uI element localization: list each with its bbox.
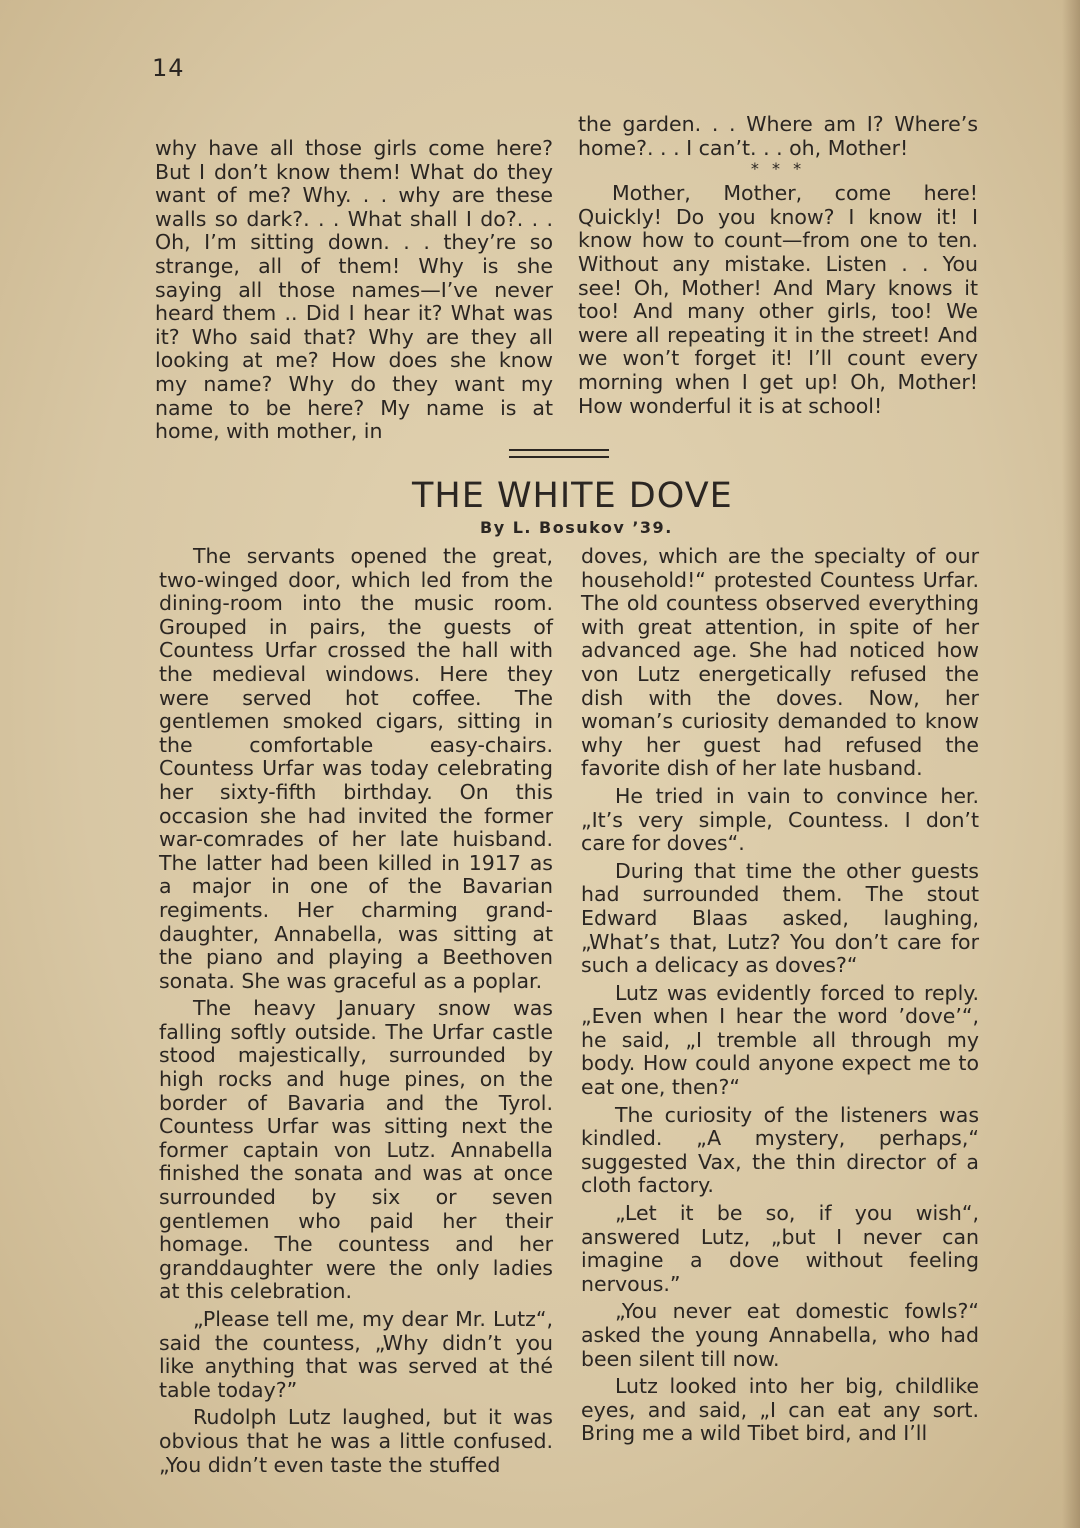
story-byline: By L. Bosukov ’39. — [480, 518, 673, 537]
asterism-separator: * * * — [750, 159, 806, 179]
paragraph: why have all those girls come here? But I don’t know them! What do they want of me? Why. . . why are these walls so dark?. . . What shall I do?. . . Oh, I’m sitting down. . . they’re so strange, all of them! Why is she saying all those names—I’ve never heard them .. Did I hear it? What was it? Who said that? Why are they all looking at me? How does she know my name? Why do they want my name to be here? My name is at home, with mother, in — [155, 136, 553, 444]
paragraph: the garden. . . Where am I? Where’s home?. . . I can’t. . . oh, Mother! — [578, 112, 978, 160]
paragraph: doves, which are the specialty of our household!“ protested Countess Urfar. The old countess observed everything with great attention, in spite of her advanced age. She had noticed how von Lutz energetically refused the dish with the doves. Now, her woman’s curiosity demanded to know why her guest had refused the favorite dish of her late husband. — [581, 544, 979, 781]
paragraph: He tried in vain to convince her. „It’s very simple, Countess. I don’t care for doves“. — [581, 783, 979, 856]
top-left-column — [155, 137, 553, 444]
paragraph: The curiosity of the listeners was kindled. „A mystery, perhaps,“ suggested Vax, the thin director of a cloth factory. — [581, 1102, 979, 1198]
paragraph: The heavy January snow was falling softly outside. The Urfar castle stood majestically, surrounded by high rocks and huge pines, on the border of Bavaria and the Tyrol. Countess Urfar was sitting next the former captain von Lutz. Annabella finished the sonata and was at once surrounded by six or seven gentlemen who paid her their homage. The countess and her granddaughter were the only ladies at this celebration. — [159, 996, 553, 1304]
paragraph: Rudolph Lutz laughed, but it was obvious that he was a little confused. „You didn’t even taste the stuffed — [159, 1405, 553, 1477]
paragraph: Mother, Mother, come here! Quickly! Do you know? I know it! I know how to count—from one to ten. Without any mistake. Listen . . You see! Oh, Mother! And Mary knows it too! And many other girls, too! We were all repeating it in the street! And we won’t forget it! I’ll count every morning when I get up! Oh, Mother! How wonderful it is at school! — [578, 181, 978, 418]
top-right-column — [578, 113, 978, 418]
paragraph: During that time the other guests had surrounded them. The stout Edward Blaas asked, laughing, „What’s that, Lutz? You don’t care for such a delicacy as doves?“ — [581, 858, 979, 978]
story-left-column — [159, 545, 553, 1477]
page-number: 14 — [152, 54, 185, 82]
paragraph: „Please tell me, my dear Mr. Lutz“, said the countess, „Why didn’t you like anything that was served at thé table today?” — [159, 1307, 553, 1402]
section-divider — [509, 449, 609, 458]
story-title: THE WHITE DOVE — [412, 476, 733, 516]
story-right-column — [581, 545, 979, 1446]
page-edge-shadow — [1062, 0, 1080, 1528]
paragraph: Lutz was evidently forced to reply. „Even when I hear the word ’dove’“, he said, „I tremble all through my body. How could anyone expect me to eat one, then?“ — [581, 980, 979, 1100]
paragraph: Lutz looked into her big, childlike eyes, and said, „I can eat any sort. Bring me a wild Tibet bird, and I’ll — [581, 1374, 979, 1446]
paragraph: „You never eat domestic fowls?“ asked the young Annabella, who had been silent till now. — [581, 1299, 979, 1371]
paragraph: The servants opened the great, two-winged door, which led from the dining-room into the music room. Grouped in pairs, the guests of Countess Urfar crossed the hall with the medieval windows. Here they were served hot coffee. The gentlemen smoked cigars, sitting in the comfortable easy-chairs. Countess Urfar was today celebrating her sixty-fifth birthday. On this occasion she had invited the former war-comrades of her late huisband. The latter had been killed in 1917 as a major in one of the Bavarian regiments. Her charming grand-daughter, Annabella, was sitting at the piano and playing a Beethoven sonata. She was graceful as a poplar. — [159, 544, 553, 993]
paragraph: „Let it be so, if you wish“, answered Lutz, „but I never can imagine a dove without feeling nervous.” — [581, 1201, 979, 1296]
